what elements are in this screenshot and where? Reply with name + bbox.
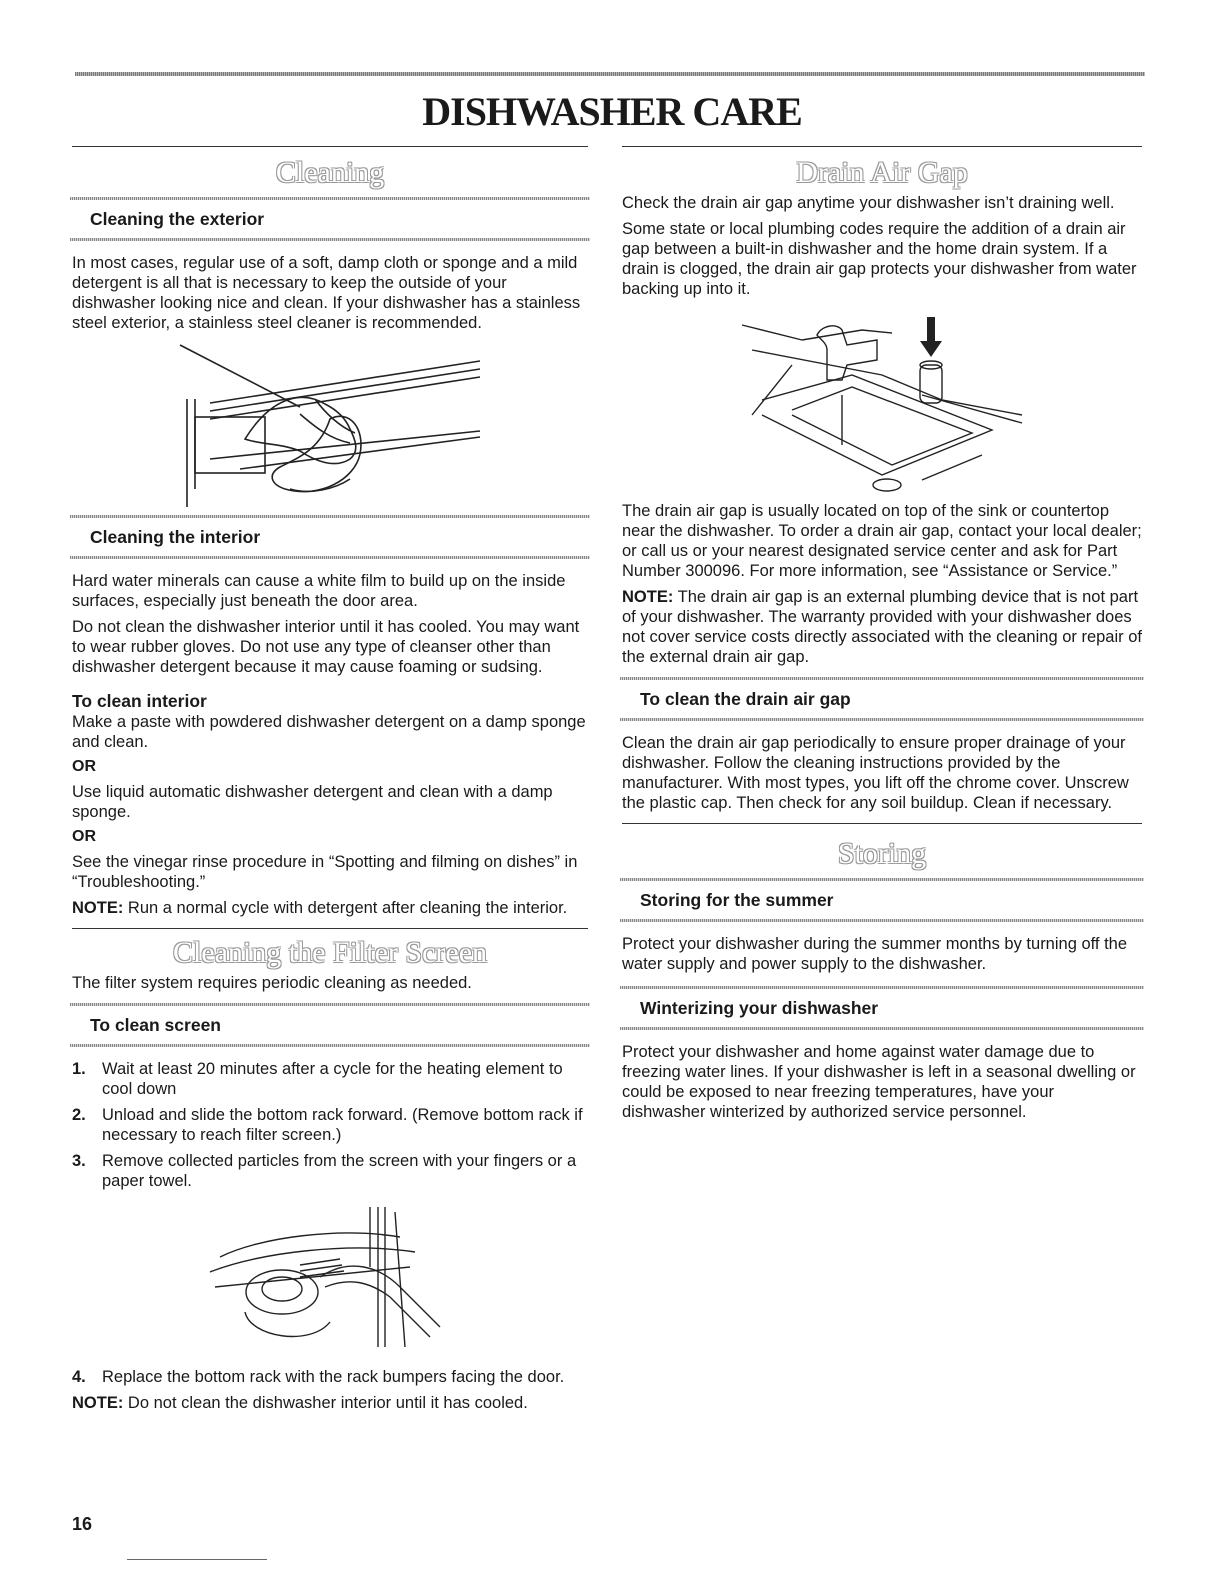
filter-note — [72, 1393, 588, 1413]
filter-intro: The filter system requires periodic cleaning as needed. — [72, 974, 472, 992]
right-column — [622, 146, 1142, 1128]
subtitle-cleaning-interior: Cleaning the interior — [90, 527, 261, 547]
note-label: NOTE: — [72, 1394, 124, 1412]
section-title-drain-air-gap: Drain Air Gap — [796, 156, 968, 189]
subtitle-cleaning-exterior: Cleaning the exterior — [90, 209, 265, 229]
dotted-rule — [620, 919, 1144, 922]
section-title-storing: Storing — [837, 837, 927, 870]
interior-para-1: Hard water minerals can cause a white film to build up on the inside surfaces, especially just beneath the door area. — [72, 572, 566, 610]
dotted-rule — [620, 718, 1144, 721]
subtitle-storing-summer: Storing for the summer — [640, 890, 834, 910]
drain-para-2: Some state or local plumbing codes require the addition of a drain air gap between a built-in dishwasher and the home drain system. If a drain is clogged, the drain air gap protects your dishwasher from water backing up into it. — [622, 220, 1137, 298]
subtitle-clean-screen: To clean screen — [90, 1015, 221, 1035]
exterior-text: In most cases, regular use of a soft, damp cloth or sponge and a mild detergent is all that is necessary to keep the outside of your dishwasher looking nice and clean. If your dishwasher has a stainless steel exterior, a stainless steel cleaner is recommended. — [72, 254, 581, 332]
wiping-exterior-illustration — [150, 339, 510, 509]
interior-para-2: Do not clean the dishwasher interior until it has cooled. You may want to wear rubber gloves. Do not use any type of cleanser other than dishwasher detergent because it may cause foaming or sudsing. — [72, 618, 580, 676]
winterizing-text: Protect your dishwasher and home against water damage due to freezing water lines. If your dishwasher is left in a seasonal dwelling or could be exposed to near freezing temperatures, have your dishwasher winterized by authorized service personnel. — [622, 1043, 1136, 1121]
storing-summer-text: Protect your dishwasher during the summer months by turning off the water supply and power supply to the dishwasher. — [622, 935, 1128, 973]
note-text: The drain air gap is an external plumbing device that is not part of your dishwasher. The warranty provided with your dishwasher does not cover service costs directly associated with the cleaning or repair of the external drain air gap. — [622, 588, 1142, 666]
filter-step: 1. Wait at least 20 minutes after a cycle for the heating element to cool down — [72, 1060, 563, 1098]
filter-screen-illustration — [200, 1197, 460, 1357]
drain-para-1: Check the drain air gap anytime your dishwasher isn’t draining well. — [622, 194, 1115, 212]
dotted-rule — [70, 197, 590, 200]
filter-step: 4. Replace the bottom rack with the rack bumpers facing the door. — [72, 1368, 565, 1386]
page-number: 16 — [72, 1514, 93, 1534]
section-title-cleaning: Cleaning — [275, 156, 385, 189]
filter-steps — [72, 1059, 588, 1191]
or-separator: OR — [72, 758, 96, 775]
dotted-rule — [620, 677, 1144, 680]
section-rule — [72, 928, 588, 929]
to-clean-interior-title: To clean interior — [72, 691, 207, 711]
dotted-rule — [70, 556, 590, 559]
section-rule — [72, 146, 588, 147]
dotted-rule — [70, 1003, 590, 1006]
top-rule — [75, 72, 1145, 76]
dotted-rule — [70, 1044, 590, 1047]
interior-note — [72, 898, 588, 918]
dotted-rule — [620, 878, 1144, 881]
section-rule — [622, 823, 1142, 824]
note-text: Run a normal cycle with detergent after cleaning the interior. — [123, 899, 568, 917]
dotted-rule — [70, 238, 590, 241]
interior-step-vinegar: See the vinegar rinse procedure in “Spotting and filming on dishes” in “Troubleshooting.” — [72, 853, 578, 891]
subtitle-winterizing: Winterizing your dishwasher — [640, 998, 879, 1018]
page-title: DISHWASHER CARE — [422, 89, 802, 134]
section-title-filter: Cleaning the Filter Screen — [172, 936, 488, 969]
section-rule — [622, 146, 1142, 147]
note-label: NOTE: — [622, 588, 674, 606]
filter-step: 2. Unload and slide the bottom rack forward. (Remove bottom rack if necessary to reach filter screen.) — [72, 1106, 583, 1144]
interior-step-liquid: Use liquid automatic dishwasher detergent and clean with a damp sponge. — [72, 783, 553, 821]
drain-air-gap-illustration — [732, 305, 1032, 495]
dotted-rule — [620, 986, 1144, 989]
filter-step-4 — [72, 1367, 588, 1387]
dotted-rule — [70, 515, 590, 518]
drain-note — [622, 587, 1142, 667]
left-column — [72, 146, 588, 1419]
dotted-rule — [620, 1027, 1144, 1030]
interior-step-paste: Make a paste with powdered dishwasher detergent on a damp sponge and clean. — [72, 713, 586, 751]
note-label: NOTE: — [72, 899, 124, 917]
drain-para-3: The drain air gap is usually located on top of the sink or countertop near the dishwasher. To order a drain air gap, contact your local dealer; or call us or your nearest designated service center and ask for Part Number 300096. For more information, see “Assistance or Service.” — [622, 502, 1142, 580]
note-text: Do not clean the dishwasher interior until it has cooled. — [123, 1394, 528, 1412]
bottom-link-rule — [127, 1559, 267, 1560]
filter-step: 3. Remove collected particles from the screen with your fingers or a paper towel. — [72, 1152, 577, 1190]
subtitle-clean-drain-air-gap: To clean the drain air gap — [640, 689, 851, 709]
drain-clean-text: Clean the drain air gap periodically to ensure proper drainage of your dishwasher. Follow the cleaning instructions provided by the manufacturer. With most types, you lift off the chrome cover. Unscrew the plastic cap. Then check for any soil buildup. Clean if necessary. — [622, 734, 1129, 812]
or-separator: OR — [72, 828, 96, 845]
